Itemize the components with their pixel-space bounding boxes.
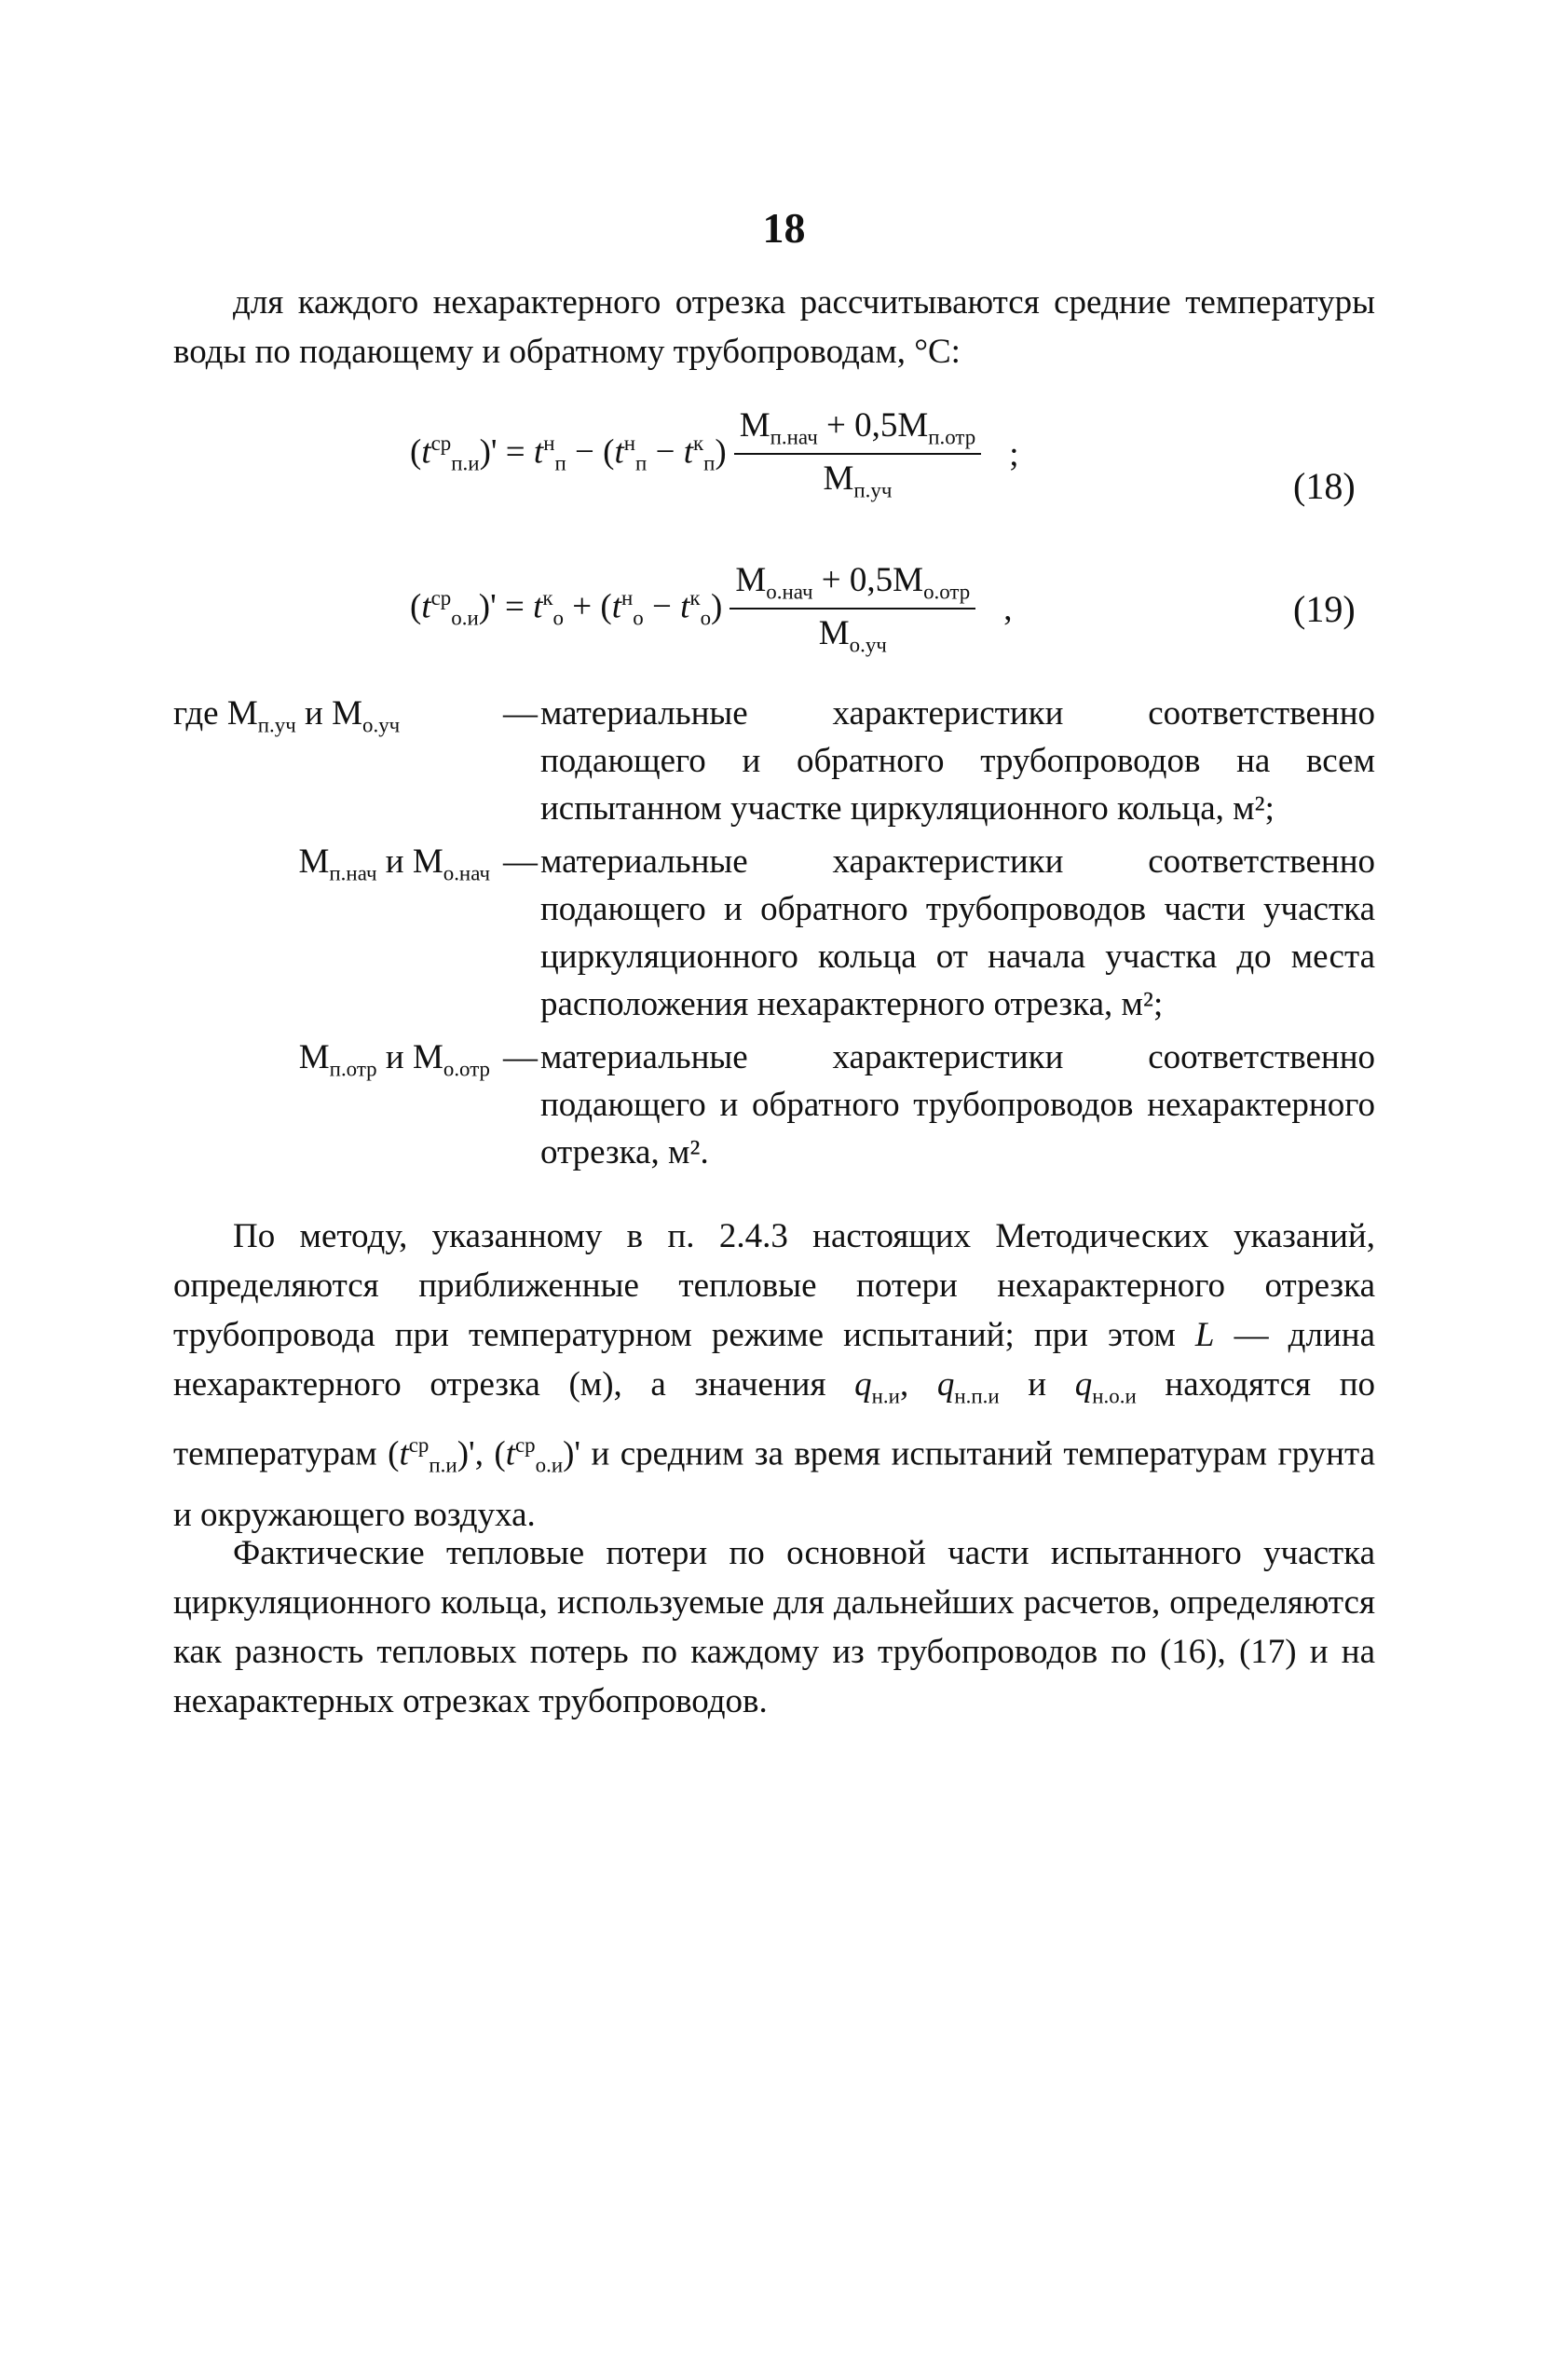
- formula-18-lhs: $(t^{ср}_{п.и})' = t^н_п - (t^н_п - t^к_п)$: [410, 431, 727, 475]
- definition-3-body: материальные характеристики соответственно подающего и обратного трубопроводов нехарактерного отрезка, м².: [540, 1038, 1375, 1171]
- formula-18-punct: ;: [1009, 434, 1019, 473]
- page-number: 18: [762, 204, 806, 252]
- definition-3-dash: —: [503, 1038, 538, 1076]
- definition-3-term: $М_{п.отр}$ и $М_{о.отр}$: [298, 1038, 490, 1081]
- definition-3: [173, 1034, 1375, 1176]
- formula-19-punct: ,: [1003, 589, 1013, 628]
- formula-19: [410, 557, 1012, 660]
- definition-1-body: материальные характеристики соответственно подающего и обратного трубопроводов на всем испытанном участке циркуляционного кольца, м²;: [540, 694, 1375, 828]
- equation-number-19: (19): [1293, 588, 1356, 630]
- definition-1-dash: —: [503, 694, 538, 733]
- definition-1-term: где $М_{п.уч}$ и $М_{о.уч}$: [173, 694, 401, 737]
- equation-number-18: (18): [1293, 465, 1356, 507]
- para2-part3: находятся по температурам: [173, 1365, 1375, 1473]
- formula-19-fraction: [729, 560, 975, 658]
- definitions-list: [173, 690, 1375, 1182]
- formula-18-fraction: [734, 405, 981, 503]
- definition-2-dash: —: [503, 842, 538, 881]
- definition-2-term: $М_{п.нач}$ и $М_{о.нач}$: [298, 842, 490, 885]
- formula-19-denominator: $М_{о.уч}$: [818, 614, 887, 657]
- para2-part2: — длина нехарактерного отрезка (м), а значения: [173, 1316, 1375, 1404]
- formula-18-denominator: $М_{п.уч}$: [823, 459, 893, 502]
- definition-1: [173, 690, 1375, 832]
- formula-19-numerator: $М_{о.нач} + 0,5М_{о.отр}$: [729, 560, 975, 610]
- intro-paragraph: [173, 278, 1375, 377]
- intro-text: для каждого нехарактерного отрезка рассчитываются средние температуры воды по подающему и обратному трубопроводам, °С:: [173, 283, 1375, 371]
- para2-part4: и средним за время испытаний температурам грунта и окружающего воздуха.: [173, 1434, 1375, 1535]
- definition-2-body: материальные характеристики соответственно подающего и обратного трубопроводов части участка циркуляционного кольца от начала участка до места расположения нехарактерного отрезка, м²;: [540, 842, 1375, 1023]
- formula-18-numerator: $М_{п.нач} + 0,5М_{п.отр}$: [734, 405, 981, 455]
- definition-2: [173, 838, 1375, 1028]
- para2-part1: По методу, указанному в п. 2.4.3 настоящих Методических указаний, определяются приближенные тепловые потери нехарактерного отрезка трубопровода при температурном режиме испытаний; при этом: [173, 1217, 1375, 1354]
- method-paragraph: По методу, указанному в п. 2.4.3 настоящих Методических указаний, определяются приближенные тепловые потери нехарактерного отрезка трубопровода при температурном режиме испытаний; при этом L — длина нехарактерного отрезка (м), а значения $q_{н.и}$, $q_{н.п.и}$ и $q_{н.о.и}$ находятся по температурам $(t^{ср}_{п.и})'$, $(t^{ср}_{о.и})'$ и средним за время испытаний температурам грунта и окружающего воздуха.: [173, 1217, 1375, 1535]
- actual-losses-paragraph: [173, 1528, 1375, 1726]
- formula-19-lhs: $(t^{ср}_{о.и})' = t^к_о + (t^н_о - t^к_о)$: [410, 586, 723, 630]
- para2-L: L: [1194, 1316, 1215, 1354]
- formula-18: [410, 403, 1018, 505]
- para3-text: Фактические тепловые потери по основной части испытанного участка циркуляционного кольца, используемые для дальнейших расчетов, определяются как разность тепловых потерь по каждому из трубопроводов по (16), (17) и на нехарактерных отрезках трубопроводов.: [173, 1534, 1375, 1720]
